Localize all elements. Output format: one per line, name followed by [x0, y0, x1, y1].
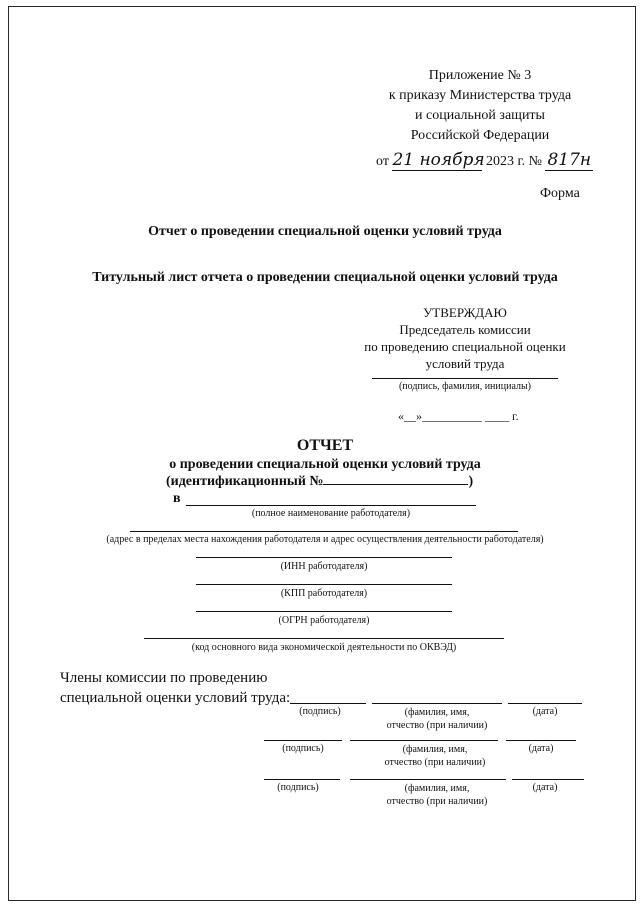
kpp-line: [196, 584, 452, 585]
okved-caption: (код основного вида экономической деятельности по ОКВЭД): [191, 642, 457, 653]
member-2-name-caption-2: отчество (при наличии): [384, 757, 486, 768]
member-2-date-line: [506, 740, 576, 741]
identifier-field: [323, 484, 468, 485]
handwritten-date: 21 ноября: [392, 150, 485, 170]
approval-signature-caption: (подпись, фамилия, инициалы): [398, 381, 532, 392]
title-page-heading: Титульный лист отчета о проведении специальной оценки условий труда: [92, 270, 558, 285]
approval-role-line-1: Председатель комиссии: [399, 322, 531, 337]
kpp-caption: (КПП работодателя): [280, 588, 368, 599]
member-2-signature-line: [264, 740, 342, 741]
member-2-signature-caption: (подпись): [282, 743, 324, 754]
inn-line: [196, 557, 452, 558]
member-3-signature-line: [264, 779, 340, 780]
employer-name-line: [186, 505, 476, 506]
member-3-name-caption: [362, 782, 512, 808]
order-number-label: №: [528, 154, 542, 169]
member-3-date-line: [512, 779, 584, 780]
member-1-name-caption: [372, 706, 502, 732]
report-identifier: [166, 474, 473, 490]
address-caption: (адрес в пределах места нахождения работодателя и адрес осуществления деятельности работодателя): [106, 534, 544, 545]
appendix-line-4: Российской Федерации: [410, 128, 550, 143]
identifier-label: (идентификационный №: [166, 474, 324, 489]
member-1-name-caption-2: отчество (при наличии): [386, 720, 488, 731]
member-1-name-caption-1: (фамилия, имя,: [404, 707, 470, 718]
member-3-name-caption-1: (фамилия, имя,: [404, 783, 470, 794]
member-3-date-caption: (дата): [532, 782, 558, 793]
order-date-line: [376, 150, 596, 171]
commission-label-line-1: Члены комиссии по проведению: [60, 670, 268, 686]
handwritten-number: 817н: [547, 150, 592, 170]
member-3-name-line: [350, 779, 506, 780]
report-heading: ОТЧЕТ: [296, 437, 354, 454]
okved-line: [144, 638, 504, 639]
member-1-signature-line: [290, 703, 366, 704]
appendix-block: [360, 66, 600, 146]
member-1-signature-caption: (подпись): [299, 706, 341, 717]
member-1-name-line: [372, 703, 502, 704]
member-2-name-caption: [360, 743, 510, 769]
approval-block: [340, 304, 590, 372]
commission-label-line-2: специальной оценки условий труда:: [60, 690, 291, 706]
member-2-name-caption-1: (фамилия, имя,: [402, 744, 468, 755]
appendix-line-2: к приказу Министерства труда: [388, 88, 572, 103]
member-3-signature-caption: (подпись): [277, 782, 319, 793]
ogrn-caption: (ОГРН работодателя): [278, 615, 370, 626]
in-label: в: [173, 491, 181, 506]
approve-label: УТВЕРЖДАЮ: [423, 305, 507, 320]
order-from-label: от: [376, 154, 389, 169]
approval-role-line-2: по проведению специальной оценки: [364, 339, 566, 354]
report-subheading: о проведении специальной оценки условий труда: [169, 457, 481, 472]
appendix-line-1: Приложение № 3: [428, 68, 532, 83]
employer-name-caption: (полное наименование работодателя): [251, 508, 411, 519]
order-year: 2023 г.: [485, 154, 526, 169]
member-2-date-caption: (дата): [528, 743, 554, 754]
approval-date-line: «__»__________ ____ г.: [398, 409, 519, 423]
member-1-date-line: [508, 703, 582, 704]
inn-caption: (ИНН работодателя): [280, 561, 368, 572]
commission-label: [60, 668, 290, 708]
member-2-name-line: [350, 740, 498, 741]
member-3-name-caption-2: отчество (при наличии): [386, 796, 488, 807]
appendix-line-3: и социальной защиты: [415, 108, 545, 123]
identifier-close: ): [468, 474, 474, 489]
form-label: Форма: [540, 186, 580, 201]
approval-signature-line: [372, 378, 558, 379]
member-1-date-caption: (дата): [532, 706, 558, 717]
ogrn-line: [196, 611, 452, 612]
document-title: Отчет о проведении специальной оценки условий труда: [148, 224, 502, 239]
approval-role-line-3: условий труда: [425, 356, 505, 371]
address-line: [130, 531, 518, 532]
